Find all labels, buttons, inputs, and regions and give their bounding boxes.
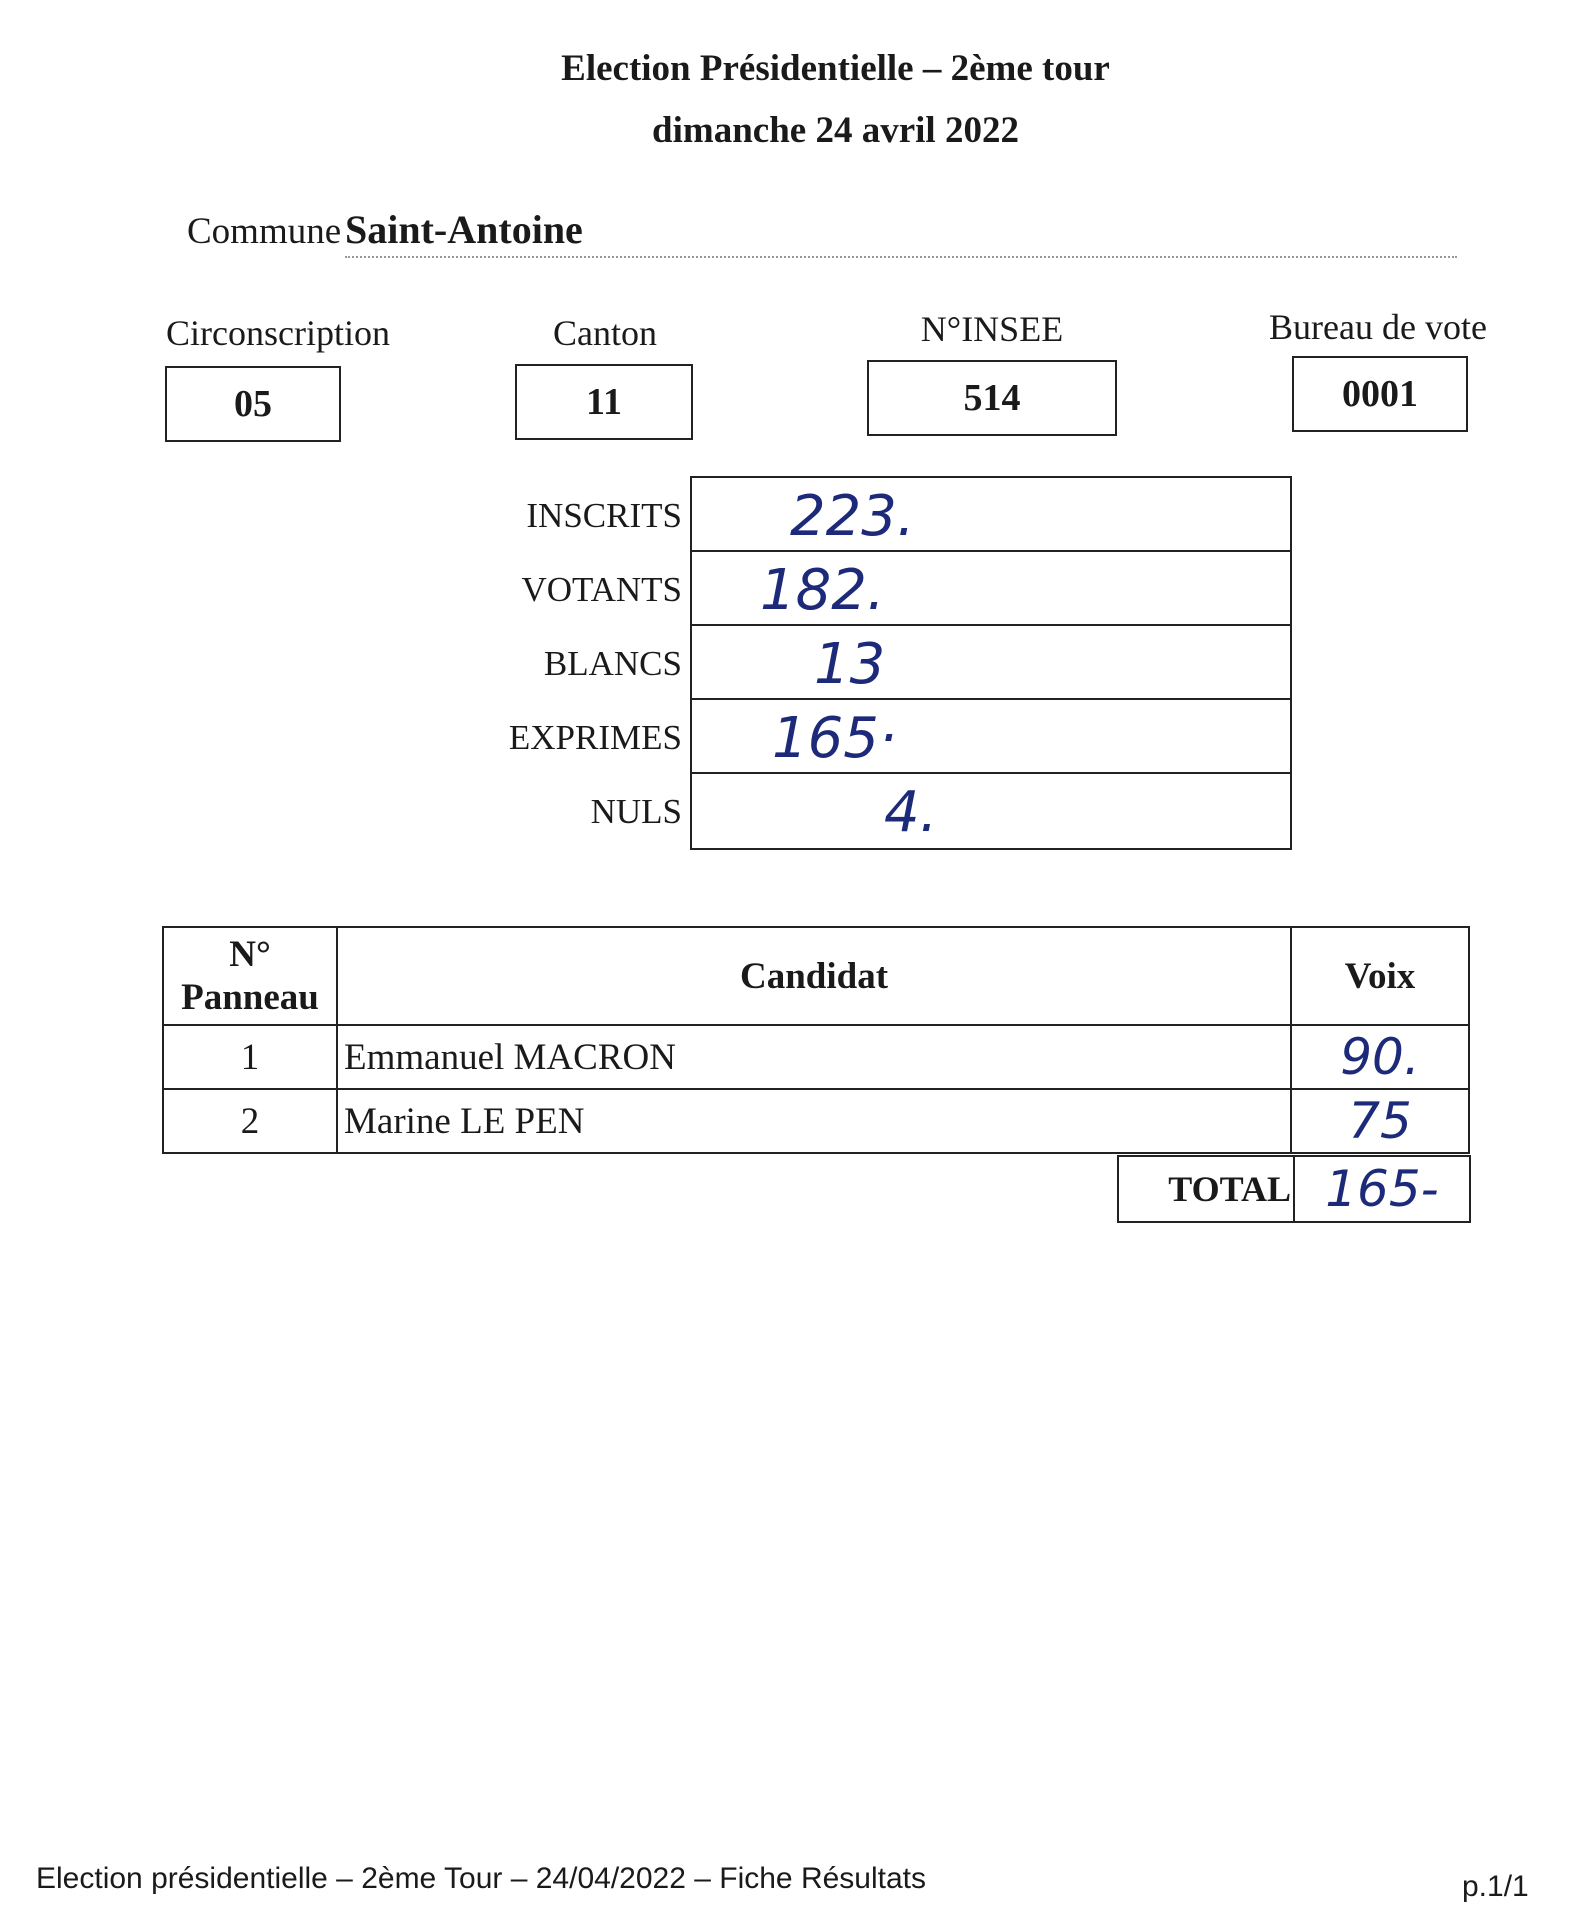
canton-field <box>515 364 693 440</box>
table-row <box>163 1025 1469 1089</box>
panneau-header-line1: N° <box>229 934 271 975</box>
panneau-header-line2: Panneau <box>181 977 319 1018</box>
votants-value: 182. <box>760 558 885 623</box>
panneau-number: 2 <box>163 1089 337 1153</box>
panneau-header <box>163 927 337 1025</box>
inscrits-label: INSCRITS <box>526 496 682 535</box>
insee-label: N°INSEE <box>920 309 1064 349</box>
canton-label: Canton <box>553 313 657 353</box>
title-line-1: Election Présidentielle – 2ème tour <box>561 48 1110 89</box>
totals-labels <box>380 476 682 850</box>
blancs-label: BLANCS <box>543 644 682 683</box>
nuls-cell <box>692 774 1290 848</box>
exprimes-value: 165· <box>772 706 897 771</box>
voix-cell <box>1291 1089 1469 1153</box>
blancs-cell <box>692 626 1290 700</box>
commune-row <box>187 206 1457 258</box>
bureau-field <box>1292 356 1468 432</box>
circonscription-field <box>165 366 341 442</box>
votants-cell <box>692 552 1290 626</box>
candidat-header: Candidat <box>337 927 1291 1025</box>
exprimes-label: EXPRIMES <box>508 718 682 757</box>
nuls-label: NULS <box>590 792 682 831</box>
insee-value: 514 <box>963 377 1021 419</box>
votants-label: VOTANTS <box>521 570 682 609</box>
candidates-table <box>162 926 1470 1154</box>
page-number: p.1/1 <box>1462 1870 1529 1903</box>
bureau-label: Bureau de vote <box>1269 307 1487 347</box>
inscrits-cell <box>692 478 1290 552</box>
canton-value: 11 <box>586 381 622 423</box>
candidate-name: Emmanuel MACRON <box>337 1025 1291 1089</box>
circonscription-value: 05 <box>234 383 272 425</box>
nuls-value: 4. <box>884 780 938 845</box>
total-value: 165- <box>1325 1160 1439 1218</box>
total-row <box>1117 1155 1473 1223</box>
voix-value: 90. <box>1340 1028 1420 1086</box>
totals-grid <box>690 476 1292 850</box>
voix-value: 75 <box>1348 1092 1412 1150</box>
inscrits-value: 223. <box>790 484 915 549</box>
bureau-value: 0001 <box>1342 373 1418 415</box>
voix-cell <box>1291 1025 1469 1089</box>
insee-field <box>867 360 1117 436</box>
footer-text: Election présidentielle – 2ème Tour – 24/04/2022 – Fiche Résultats <box>36 1862 926 1895</box>
exprimes-cell <box>692 700 1290 774</box>
panneau-number: 1 <box>163 1025 337 1089</box>
total-value-cell <box>1293 1155 1471 1223</box>
title-line-2: dimanche 24 avril 2022 <box>652 110 1019 151</box>
candidate-name: Marine LE PEN <box>337 1089 1291 1153</box>
candidates-header-row <box>163 927 1469 1025</box>
commune-label: Commune <box>187 211 342 252</box>
document-title <box>0 38 1589 162</box>
blancs-value: 13 <box>814 632 886 697</box>
commune-dotted-line <box>345 256 1457 258</box>
table-row <box>163 1089 1469 1153</box>
total-label: TOTAL <box>1117 1155 1295 1223</box>
voix-header: Voix <box>1291 927 1469 1025</box>
circonscription-label: Circonscription <box>166 313 390 353</box>
commune-value: Saint-Antoine <box>345 207 583 252</box>
